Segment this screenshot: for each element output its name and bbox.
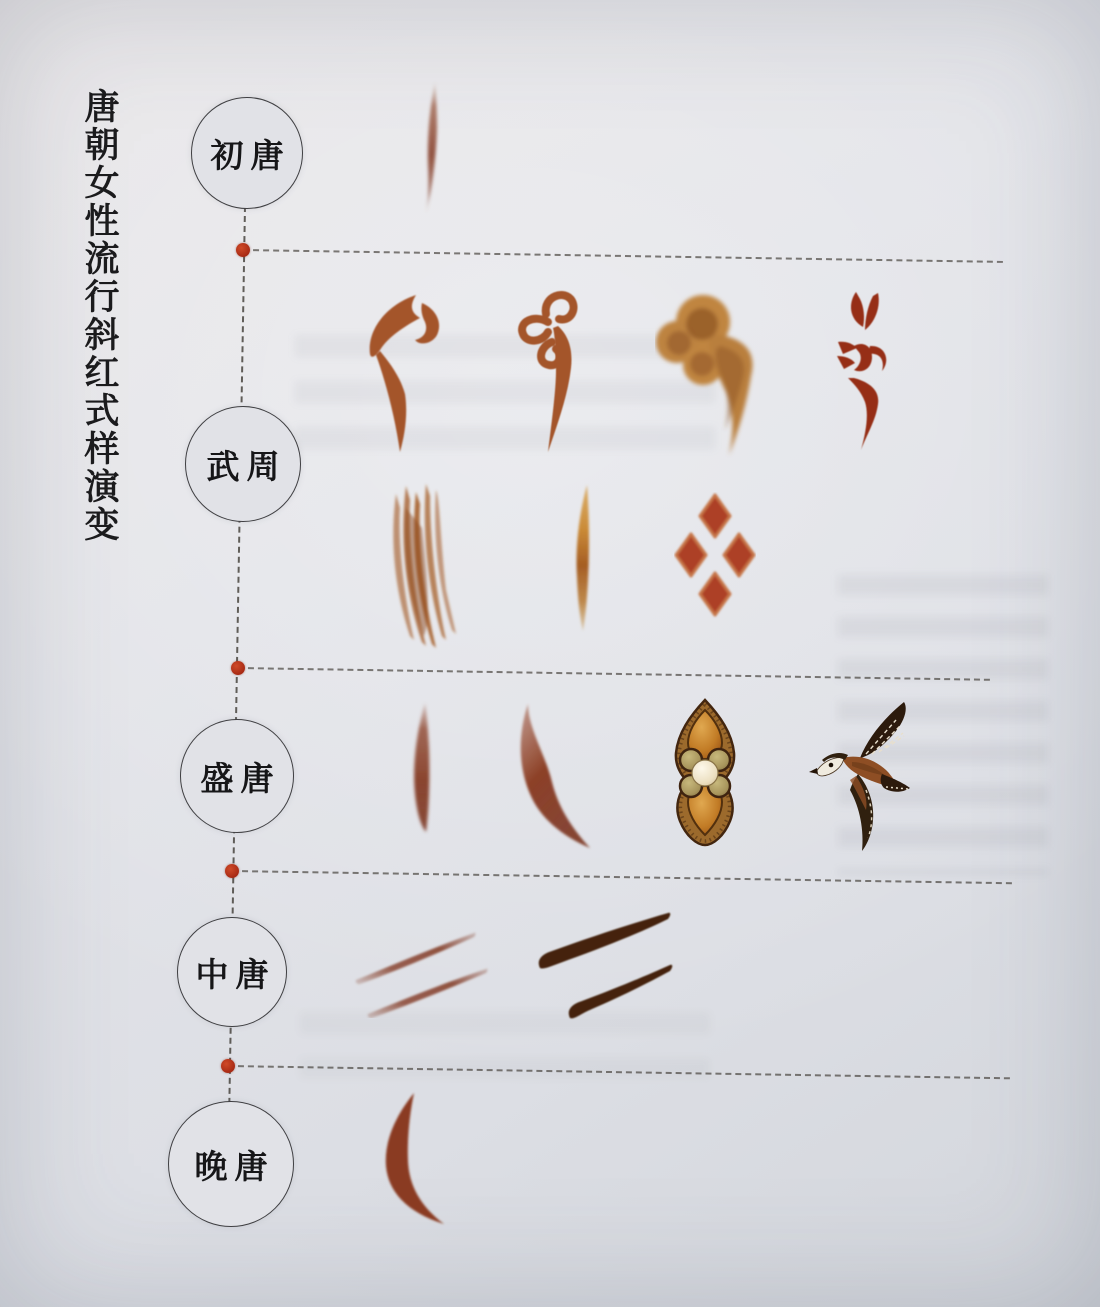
medallion-pearl	[692, 760, 718, 786]
thin-slant-pair	[356, 933, 488, 1018]
timeline-dot-3	[225, 864, 239, 878]
pattern-gilded-sliver-stroke	[562, 482, 604, 634]
pattern-jeweled-floral-medallion	[660, 696, 750, 850]
cloud-core	[667, 331, 691, 355]
top-spiral	[546, 295, 574, 319]
crescent-shape	[386, 1093, 444, 1224]
cloud-core	[686, 308, 718, 340]
page-title: 唐朝女性流行斜红式样演变	[80, 88, 119, 544]
era-node-early-tang	[191, 97, 303, 209]
stroke-shape	[414, 703, 429, 832]
dark-blade	[569, 965, 673, 1019]
era-label: 晚唐	[194, 1149, 275, 1186]
bird-beak	[809, 768, 818, 774]
diamond	[700, 573, 730, 615]
pattern-flame-petal-curl	[358, 292, 450, 458]
pattern-flying-swallow	[808, 696, 913, 854]
pattern-four-diamond-cluster	[674, 492, 756, 622]
era-node-wu-zhou	[185, 406, 301, 522]
stroke-shape	[426, 82, 437, 213]
diamond	[724, 534, 754, 576]
bird-eye	[829, 763, 834, 768]
brush-strokes	[393, 484, 456, 648]
pattern-crescent-moon-stroke	[376, 1088, 460, 1230]
flame-body	[854, 344, 872, 371]
era-node-mid-tang	[177, 917, 287, 1027]
cloud-core	[690, 352, 714, 376]
flame-fork-left	[851, 292, 864, 327]
pattern-tapered-slant-stroke	[398, 700, 448, 840]
era-node-high-tang	[180, 719, 294, 833]
diamond	[676, 534, 706, 576]
pattern-paired-dark-blades	[530, 910, 682, 1025]
flame-spike	[837, 356, 855, 369]
era-label: 初唐	[210, 138, 291, 175]
row-divider-4	[228, 1065, 1010, 1079]
era-label: 盛唐	[200, 761, 281, 798]
petal-sail	[370, 295, 420, 357]
left-loop	[522, 319, 548, 341]
timeline-dot-2	[231, 661, 245, 675]
row-divider-2	[238, 667, 990, 681]
bird-upper-wing	[860, 702, 906, 758]
flame-spike	[838, 342, 857, 354]
row-divider-1	[243, 249, 1003, 263]
era-label: 中唐	[195, 957, 276, 994]
dark-blade	[539, 913, 671, 969]
timeline-dot-4	[221, 1059, 235, 1073]
pattern-trefoil-cloud	[655, 290, 765, 462]
diamond-group	[676, 495, 754, 615]
pattern-flame-scroll	[834, 290, 892, 458]
dark-blade-pair	[539, 913, 673, 1019]
flame-petal-group	[370, 295, 439, 452]
pattern-paired-thin-slants	[352, 926, 504, 1018]
petal-curl	[415, 303, 439, 343]
sliver-shape	[576, 485, 589, 631]
timeline-dot-1	[236, 243, 250, 257]
pattern-curved-blade-stroke	[512, 700, 597, 852]
pattern-slender-vertical-stroke	[398, 76, 453, 216]
row-divider-3	[232, 870, 1012, 884]
blade-shape	[521, 704, 590, 848]
pattern-feathered-brush-sheaf	[380, 478, 488, 656]
era-label: 武周	[206, 449, 287, 486]
cloud-group	[656, 295, 753, 455]
flame-scroll-group	[837, 292, 886, 450]
thin-slant	[356, 933, 476, 984]
diamond	[700, 495, 730, 537]
era-node-late-tang	[168, 1101, 294, 1227]
thin-slant	[368, 969, 488, 1018]
petal-tail	[376, 351, 406, 452]
flame-fork-right	[865, 293, 879, 330]
pattern-curling-vine-hook	[510, 288, 588, 460]
flame-s-tail	[848, 378, 878, 450]
bird-tail	[881, 774, 910, 792]
